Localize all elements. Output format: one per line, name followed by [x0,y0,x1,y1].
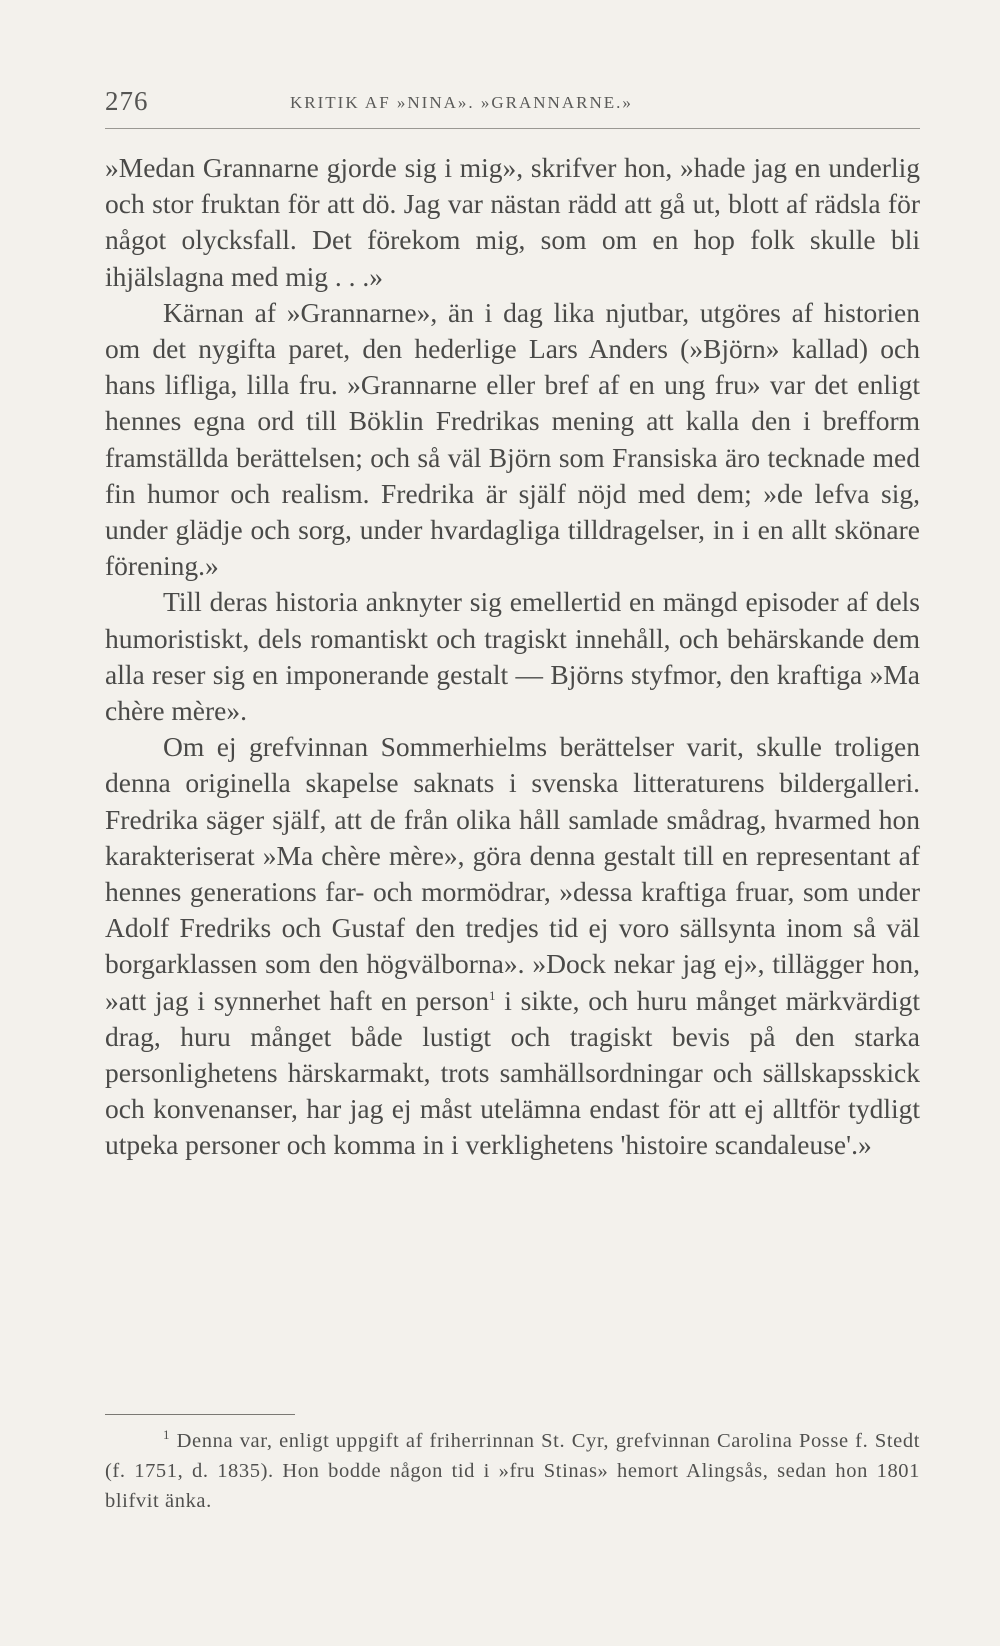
paragraph-3: Till deras historia anknyter sig emellertid en mängd episoder af dels humoristiskt, dels romantiskt och tragiskt innehåll, och behärskande dem alla reser sig en imponerande gestalt — Björns styfmor, den kraftiga »Ma chère mère». [105,586,920,727]
paragraph-2: Kärnan af »Grannarne», än i dag lika njutbar, utgöres af historien om det nygifta paret, den hederlige Lars Anders (»Björn» kallad) och hans lifliga, lilla fru. »Grannarne eller bref af en ung fru» var det enligt hennes egna ord till Böklin Fredrikas mening att kalla den i brefform framställda berättelsen; och så väl Björn som Fransiska äro tecknade med fin humor och realism. Fredrika är själf nöjd med dem; »de lefva sig, under glädje och sorg, under hvardagliga tilldragelser, in i en allt skönare förening.» [105,296,920,582]
paragraph-4-text: Om ej grefvinnan Sommerhielms berättelser varit, skulle troligen denna originella skapelse saknats i svenska litteraturens bildergalleri. Fredrika säger själf, att de från olika håll samlade smådrag, hvarmed hon karakteriserat »Ma chère mère», göra denna gestalt till en representant af hennes generations far- och mormödrar, »dessa kraftiga fruar, som under Adolf Fredriks och Gustaf den tredjes tid ej voro sällsynta inom så väl borgarklassen som den högvälborna». »Dock nekar jag ej», tillägger hon, »att jag i synnerhet haft en person [105,731,920,1016]
body-text [105,150,920,1164]
footnote-text: Denna var, enligt uppgift af friherrinnan St. Cyr, grefvinnan Carolina Posse f. Stedt (f. 1751, d. 1835). Hon bodde någon tid i »fru Stinas» hemort Alingsås, sedan hon 1801 blifvit änka. [105,1430,920,1512]
running-title: KRITIK AF »NINA». »GRANNARNE.» [290,93,633,112]
page-number: 276 [105,86,149,116]
footnote-rule [105,1414,295,1415]
header-rule [105,128,920,129]
footnote-reference: 1 [489,987,496,1003]
paragraph-1: »Medan Grannarne gjorde sig i mig», skrifver hon, »hade jag en underlig och stor fruktan för att dö. Jag var nästan rädd att gå ut, blott af rädsla för något olycksfall. Det förekom mig, som om en hop folk skulle bli ihjälslagna med mig . . .» [105,152,920,292]
running-head [105,86,920,126]
paragraph-4-continuation: i sikte, och huru månget märkvärdigt drag, huru månget både lustigt och tragiskt bevis på den starka personlighetens härskarmakt, trots samhällsordningar och sällskapsskick och konvenanser, har jag ej måst utelämna endast för att ej alltför tydligt utpeka personer och komma in i verklighetens 'histoire scandaleuse'.» [105,984,920,1161]
paragraph-4 [105,729,920,1163]
footnote-marker: 1 [163,1427,171,1443]
footnote [105,1426,920,1516]
